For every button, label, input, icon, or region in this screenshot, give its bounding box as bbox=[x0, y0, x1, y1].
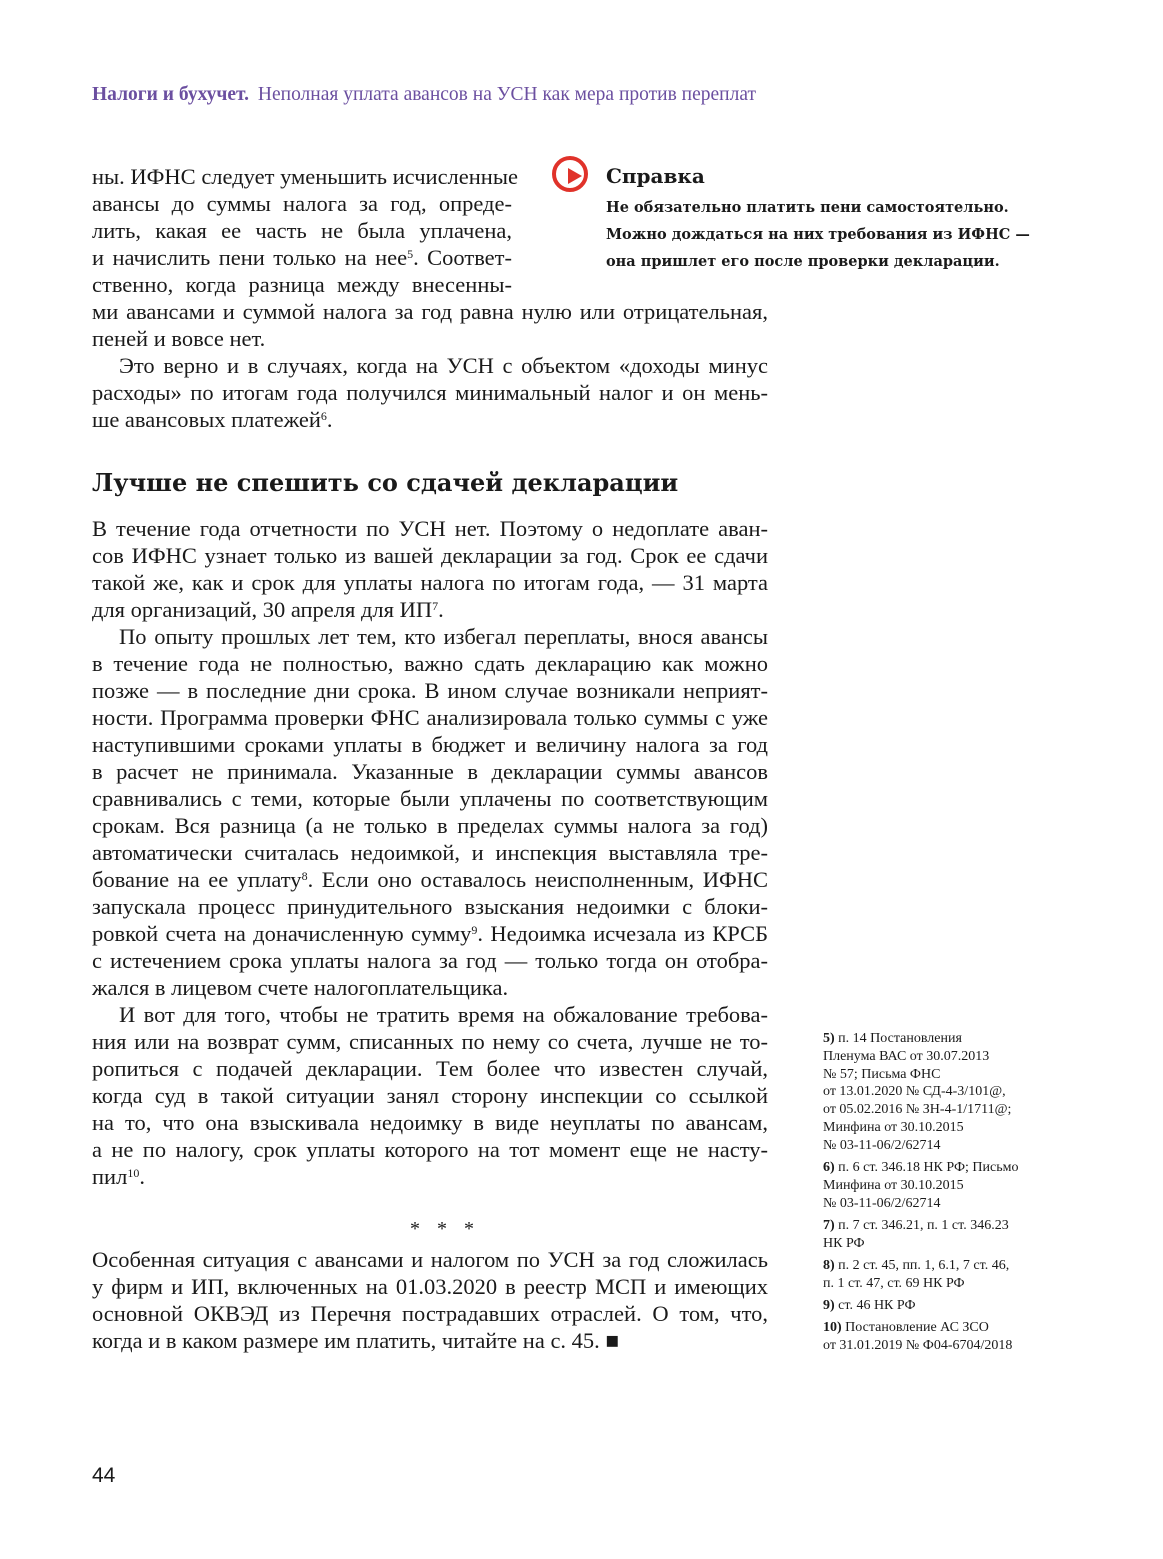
footnote bbox=[823, 1257, 1018, 1293]
footnote-line: № 03-11-06/2/62714 bbox=[823, 1137, 941, 1153]
footnote-line: п. 1 ст. 47, ст. 69 НК РФ bbox=[823, 1275, 965, 1291]
text-line: В течение года отчетности по УСН нет. Поэтому о недоплате аван- bbox=[92, 516, 768, 541]
footnote-line: 10) Постановление АС ЗСО bbox=[823, 1320, 989, 1336]
footnote-ref[interactable]: 5 bbox=[407, 247, 414, 261]
text-line: бование на ее уплату$^8$. Если оно оставалось неисполненным, ИФНС bbox=[92, 867, 768, 892]
text-line: а не по налогу, срок уплаты которого на тот момент еще не насту- bbox=[92, 1137, 768, 1162]
text-line: для организаций, 30 апреля для $ИП^7$. bbox=[92, 597, 444, 622]
footnote-number: 8) bbox=[823, 1258, 839, 1274]
text-line: когда суд в такой ситуации занял сторону инспекции со ссылкой bbox=[92, 1083, 768, 1108]
footnotes bbox=[823, 1030, 1018, 1360]
text-line: когда и в каком размере им платить, читайте на с. 45. ■ bbox=[92, 1328, 620, 1353]
text-block bbox=[92, 163, 518, 298]
footnote-line: от 05.02.2016 № ЗН-4-1/1711@; bbox=[823, 1102, 1012, 1118]
footnote-line: 5) п. 14 Постановления bbox=[823, 1031, 962, 1046]
text-line: и начислить пени только на нее$^5$. Соответ- bbox=[92, 245, 512, 270]
footnote-number: 6) bbox=[823, 1160, 839, 1176]
text-line: ше авансовых платежей$^6$. bbox=[92, 407, 333, 432]
footnote-number: 7) bbox=[823, 1217, 839, 1233]
text-line: в течение года не полностью, важно сдать декларацию как можно bbox=[92, 651, 768, 676]
header-title: Неполная уплата авансов на УСН как мера против переплат bbox=[257, 84, 757, 105]
footnote-line: НК РФ bbox=[823, 1235, 865, 1251]
footnote-ref[interactable]: 6 bbox=[320, 409, 327, 423]
text-line: авансы до суммы налога за год, опреде- bbox=[92, 191, 512, 216]
text-line: Особенная ситуация с авансами и налогом по УСН за год сложилась bbox=[92, 1247, 768, 1272]
text-line: лить, какая ее часть не была уплачена, bbox=[92, 218, 512, 243]
text-line: на то, что она взыскивала недоимку в виде неуплаты по авансам, bbox=[92, 1110, 768, 1135]
note-body bbox=[606, 194, 1030, 275]
text-line: такой же, как и срок для уплаты налога по итогам года, — 31 марта bbox=[92, 570, 768, 595]
text-line: у фирм и ИП, включенных на 01.03.2020 в реестр МСП и имеющих bbox=[92, 1274, 768, 1299]
text-line: ния или на возврат сумм, списанных по нему со счета, лучше не то- bbox=[92, 1029, 768, 1054]
text-line: По опыту прошлых лет тем, кто избегал переплаты, внося авансы bbox=[119, 624, 768, 649]
separator: * * * bbox=[410, 1218, 480, 1240]
footnote-line: Пленума ВАС от 30.07.2013 bbox=[823, 1048, 990, 1064]
footnote-line: Минфина от 30.10.2015 bbox=[823, 1177, 964, 1193]
footnote-number: 10) bbox=[823, 1320, 846, 1336]
footnote-line: 6) п. 6 ст. 346.18 НК РФ; Письмо bbox=[823, 1160, 1019, 1176]
text-block bbox=[92, 515, 768, 1190]
text-line: позже — в последние дни срока. В ином случае возникали неприят- bbox=[92, 678, 768, 703]
footnote-number: 5) bbox=[823, 1031, 839, 1046]
footnote-ref[interactable]: 9 bbox=[471, 923, 478, 937]
text-line: ственно, когда разница между внесенны- bbox=[92, 272, 512, 297]
text-line: сов ИФНС узнает только из вашей декларации за год. Срок ее сдачи bbox=[92, 543, 768, 568]
text-block bbox=[92, 298, 768, 433]
footnote-ref[interactable]: 7 bbox=[432, 599, 439, 613]
text-line: Это верно и в случаях, когда на УСН с объектом «доходы минус bbox=[119, 353, 768, 378]
text-line: сравнивались с теми, которые были уплачены по соответствующим bbox=[92, 786, 768, 811]
text-line: расходы» по итогам года получился минимальный налог и он мень- bbox=[92, 380, 768, 405]
section-heading: Лучше не спешить со сдачей декларации bbox=[92, 468, 679, 497]
footnote-line: 7) п. 7 ст. 346.21, п. 1 ст. 346.23 bbox=[823, 1217, 1009, 1233]
text-line: с истечением срока уплаты налога за год — только тогда он отобра- bbox=[92, 948, 768, 973]
footnote-line: от 31.01.2019 № Ф04-6704/2018 bbox=[823, 1338, 1013, 1354]
text-line: ропиться с подачей декларации. Тем более что известен случай, bbox=[92, 1056, 768, 1081]
footnote bbox=[823, 1217, 1018, 1253]
text-line: автоматически считалась недоимкой, и инспекция выставляла тре- bbox=[92, 840, 768, 865]
text-line: запускала процесс принудительного взыскания недоимки с блоки- bbox=[92, 894, 768, 919]
text-line: И вот для того, чтобы не тратить время на обжалование требова- bbox=[119, 1002, 768, 1027]
text-line: пеней и вовсе нет. bbox=[92, 326, 266, 351]
play-icon bbox=[552, 156, 588, 192]
note-line: она пришлет его после проверки декларации. bbox=[606, 253, 1000, 270]
footnote-line: 8) п. 2 ст. 45, пп. 1, 6.1, 7 ст. 46, bbox=[823, 1258, 1010, 1274]
footnote-line: от 13.01.2020 № СД-4-3/101@, bbox=[823, 1084, 1006, 1100]
text-line: основной ОКВЭД из Перечня пострадавших отраслей. О том, что, bbox=[92, 1301, 768, 1326]
page-number: 44 bbox=[92, 1464, 116, 1487]
note-line: Можно дождаться на них требования из ИФНС — bbox=[606, 226, 1030, 243]
footnote-line: № 57; Письма ФНС bbox=[823, 1066, 941, 1082]
footnote-ref[interactable]: 10 bbox=[127, 1166, 140, 1180]
footnote-line: Минфина от 30.10.2015 bbox=[823, 1119, 964, 1135]
footnote-number: 9) bbox=[823, 1298, 839, 1314]
footnote bbox=[823, 1297, 1018, 1315]
running-header bbox=[92, 84, 756, 106]
text-line: ны. ИФНС следует уменьшить исчисленные bbox=[92, 164, 518, 189]
text-line: ми авансами и суммой налога за год равна нулю или отрицательная, bbox=[92, 299, 768, 324]
text-line: пил$^{10}$. bbox=[92, 1164, 145, 1189]
note-title: Справка bbox=[606, 164, 705, 188]
header-section: Налоги и бухучет. bbox=[92, 84, 250, 105]
text-line: жался в лицевом счете налогоплательщика. bbox=[92, 975, 509, 1000]
footnote bbox=[823, 1030, 1018, 1155]
text-line: срокам. Вся разница (а не только в пределах суммы налога за год) bbox=[92, 813, 768, 838]
text-line: наступившими сроками уплаты в бюджет и величину налога за год bbox=[92, 732, 768, 757]
text-line: в расчет не принимала. Указанные в декларации суммы авансов bbox=[92, 759, 768, 784]
footnote bbox=[823, 1319, 1018, 1355]
footnote-line: № 03-11-06/2/62714 bbox=[823, 1195, 941, 1211]
text-line: ровкой счета на доначисленную сумму$^9$. Недоимка исчезала из КРСБ bbox=[92, 921, 768, 946]
note-line: Не обязательно платить пени самостоятельно. bbox=[606, 199, 1009, 216]
footnote-ref[interactable]: 8 bbox=[301, 869, 308, 883]
footnote bbox=[823, 1159, 1018, 1212]
text-line: ности. Программа проверки ФНС анализировала только суммы с уже bbox=[92, 705, 768, 730]
text-block bbox=[92, 1246, 768, 1354]
footnote-line: 9) ст. 46 НК РФ bbox=[823, 1298, 916, 1314]
